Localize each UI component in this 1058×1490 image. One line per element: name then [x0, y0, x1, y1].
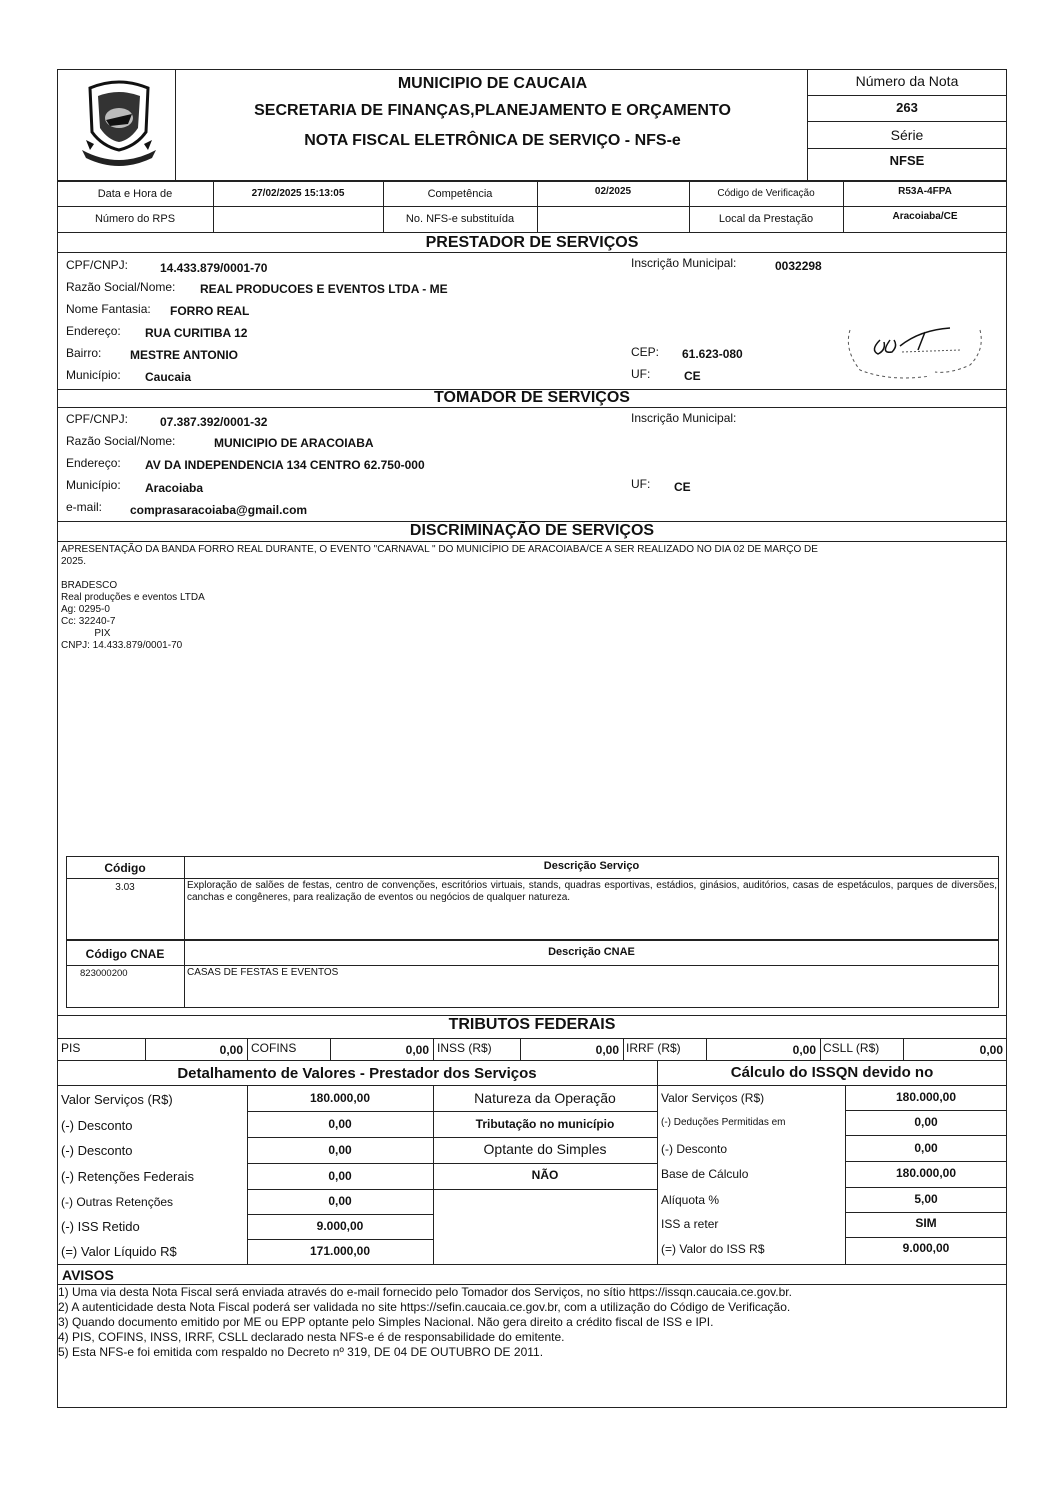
divider: [57, 1407, 1007, 1408]
divider: [57, 233, 58, 1408]
discriminacao-title: DISCRIMINAÇÃO DE SERVIÇOS: [409, 522, 655, 539]
det-label: (-) Outras Retenções: [61, 1195, 174, 1209]
cnae-descricao-label: Descrição CNAE: [548, 946, 635, 958]
serie-label: Série: [890, 127, 924, 143]
local-prestacao-value: Aracoiaba/CE: [892, 211, 958, 222]
cnae-codigo-label: Código CNAE: [85, 947, 165, 961]
divider: [247, 1038, 248, 1060]
det-value: 171.000,00: [309, 1244, 371, 1258]
divider: [247, 1137, 433, 1138]
divider: [66, 965, 999, 966]
divider: [433, 1111, 657, 1112]
divider: [903, 1038, 904, 1060]
rps-label: Número do RPS: [94, 213, 176, 225]
issqn-label: Alíquota %: [661, 1193, 720, 1207]
codigo-verificacao-value: R53A-4FPA: [898, 186, 952, 197]
handwritten-signature: [840, 310, 990, 385]
servico-descricao-value: Exploração de salões de festas, centro de convenções, escritórios virtuais, stands, quadras esportivas, estádios, ginásios, auditórios, casas de espetáculos, parques de diversões, canchas e congêneres, para realização de eventos ou negócios de qualquer natureza.: [187, 880, 997, 903]
servico-codigo-value: 3.03: [115, 882, 135, 893]
divider: [657, 1060, 658, 1264]
divider: [57, 1264, 1007, 1265]
divider: [433, 1038, 434, 1060]
natureza-label: Natureza da Operação: [474, 1090, 616, 1106]
tomador-cpf-label: CPF/CNPJ:: [66, 412, 129, 426]
divider: [57, 252, 1007, 253]
divider: [820, 1038, 821, 1060]
tomador-uf-label: UF:: [631, 477, 651, 491]
inss-label: INSS (R$): [437, 1041, 492, 1055]
issqn-label: (-) Desconto: [661, 1142, 728, 1156]
issqn-label: Valor Serviços (R$): [661, 1091, 765, 1105]
divider: [807, 148, 1007, 149]
det-value: 0,00: [328, 1143, 352, 1157]
servico-descricao-label: Descrição Serviço: [543, 860, 640, 872]
divider: [807, 95, 1007, 96]
local-prestacao-label: Local da Prestação: [718, 213, 814, 225]
issqn-label: (=) Valor do ISS R$: [661, 1242, 765, 1256]
prestador-bairro-label: Bairro:: [66, 346, 102, 360]
prestador-cep-value: 61.623-080: [682, 347, 743, 361]
divider: [247, 1239, 433, 1240]
issqn-value: 9.000,00: [902, 1241, 950, 1255]
tomador-title: TOMADOR DE SERVIÇOS: [434, 389, 630, 406]
divider: [57, 407, 1007, 408]
detalhamento-title: Detalhamento de Valores - Prestador dos Serviços: [177, 1065, 537, 1082]
tomador-endereco-label: Endereço:: [66, 456, 121, 470]
prestador-im-label: Inscrição Municipal:: [631, 256, 737, 270]
prestador-im-value: 0032298: [775, 259, 822, 273]
divider: [145, 1038, 146, 1060]
tomador-email-value: comprasaracoiaba@gmail.com: [130, 503, 308, 517]
issqn-value: SIM: [915, 1216, 937, 1230]
divider: [433, 1137, 657, 1138]
data-hora-label: Data e Hora de: [97, 188, 173, 200]
natureza-value: Tributação no município: [475, 1117, 615, 1131]
divider: [247, 1111, 433, 1112]
divider: [175, 69, 176, 181]
divider: [845, 1110, 1007, 1111]
aviso-item: 4) PIS, COFINS, INSS, IRRF, CSLL declarado nesta NFS-e é de responsabilidade do emitente.: [58, 1330, 565, 1344]
tomador-uf-value: CE: [674, 480, 691, 494]
codigo-verificacao-label: Código de Verificação: [717, 188, 815, 199]
simples-value: NÃO: [531, 1168, 559, 1182]
issqn-label: ISS a reter: [661, 1217, 719, 1231]
tomador-municipio-label: Município:: [66, 478, 121, 492]
prestador-endereco-value: RUA CURITIBA 12: [145, 326, 248, 340]
divider: [247, 1214, 433, 1215]
divider: [845, 1135, 1007, 1136]
cnae-codigo-value: 823000200: [80, 968, 128, 979]
tributos-title: TRIBUTOS FEDERAIS: [448, 1016, 616, 1033]
data-hora-value: 27/02/2025 15:13:05: [251, 188, 345, 199]
prestador-bairro-value: MESTRE ANTONIO: [130, 348, 239, 362]
tomador-razao-label: Razão Social/Nome:: [66, 434, 176, 448]
divider: [57, 206, 1007, 207]
prestador-razao-value: REAL PRODUCOES E EVENTOS LTDA - ME: [200, 282, 448, 296]
pis-value: 0,00: [219, 1043, 243, 1057]
irrf-value: 0,00: [792, 1043, 816, 1057]
divider: [807, 121, 1007, 122]
tomador-municipio-value: Aracoiaba: [145, 481, 204, 495]
det-label: (-) Retenções Federais: [61, 1169, 194, 1184]
det-label: (-) Desconto: [61, 1118, 133, 1133]
prestador-uf-value: CE: [684, 369, 701, 383]
prestador-uf-label: UF:: [631, 367, 651, 381]
prestador-fantasia-label: Nome Fantasia:: [66, 302, 151, 316]
issqn-value: 180.000,00: [895, 1166, 957, 1180]
csll-label: CSLL (R$): [823, 1041, 880, 1055]
det-value: 0,00: [328, 1169, 352, 1183]
divider: [330, 1038, 331, 1060]
divider: [57, 1085, 1007, 1086]
divider: [845, 1237, 1007, 1238]
irrf-label: IRRF (R$): [626, 1041, 681, 1055]
tomador-email-label: e-mail:: [66, 500, 103, 514]
prestador-razao-label: Razão Social/Nome:: [66, 280, 176, 294]
prestador-fantasia-value: FORRO REAL: [170, 304, 250, 318]
tomador-razao-value: MUNICIPIO DE ARACOIABA: [214, 436, 374, 450]
divider: [845, 1161, 1007, 1162]
servico-codigo-label: Código: [104, 861, 146, 875]
numero-nota-value: 263: [896, 100, 918, 115]
simples-label: Optante do Simples: [483, 1141, 607, 1157]
prestador-cpf-value: 14.433.879/0001-70: [160, 261, 268, 275]
divider: [57, 1060, 1007, 1061]
divider: [845, 1212, 1007, 1213]
det-value: 180.000,00: [309, 1091, 371, 1105]
competencia-label: Competência: [427, 188, 493, 200]
avisos-title: AVISOS: [62, 1267, 114, 1283]
divider: [66, 878, 999, 879]
substituida-label: No. NFS-e substituída: [405, 213, 515, 225]
header-municipio: MUNICIPIO DE CAUCAIA: [397, 75, 588, 92]
det-label: (=) Valor Líquido R$: [61, 1244, 177, 1259]
issqn-label: Base de Cálculo: [661, 1167, 749, 1181]
serie-value: NFSE: [889, 153, 925, 168]
divider: [520, 1038, 521, 1060]
det-value: 0,00: [328, 1194, 352, 1208]
prestador-municipio-value: Caucaia: [145, 370, 192, 384]
numero-nota-label: Número da Nota: [855, 73, 959, 89]
divider: [845, 1187, 1007, 1188]
divider: [57, 541, 1007, 542]
prestador-cpf-label: CPF/CNPJ:: [66, 258, 129, 272]
inss-value: 0,00: [595, 1043, 619, 1057]
tomador-cpf-value: 07.387.392/0001-32: [160, 415, 268, 429]
det-value: 9.000,00: [316, 1219, 364, 1233]
csll-value: 0,00: [979, 1043, 1003, 1057]
divider: [247, 1163, 433, 1164]
cofins-label: COFINS: [251, 1041, 297, 1055]
aviso-item: 2) A autenticidade desta Nota Fiscal poderá ser validada no site https://sefin.caucaia.ce.gov.br, com a utilização do Código de Verificação.: [58, 1300, 791, 1314]
tomador-endereco-value: AV DA INDEPENDENCIA 134 CENTRO 62.750-000: [145, 458, 425, 472]
coat-of-arms-logo: [76, 80, 162, 166]
issqn-value: 5,00: [914, 1192, 938, 1206]
cofins-value: 0,00: [405, 1043, 429, 1057]
aviso-item: 3) Quando documento emitido por ME ou EPP optante pelo Simples Nacional. Não gera direito a crédito fiscal de ISS e IPI.: [58, 1315, 714, 1329]
discriminacao-text: APRESENTAÇÃO DA BANDA FORRO REAL DURANTE, O EVENTO "CARNAVAL " DO MUNICÍPIO DE ARACOIABA/CE A SER REALIZADO NO DIA 02 DE MARÇO DE 2025. BRADESCO Real produções e eventos LTDA Ag: 0295-0 Cc: 32240-7 PIX CNPJ: 14.433.879/0001-70: [61, 544, 818, 651]
divider: [247, 1189, 433, 1190]
aviso-item: 5) Esta NFS-e foi emitida com respaldo no Decreto nº 319, DE 04 DE OUTUBRO DE 2011.: [58, 1345, 544, 1359]
issqn-value: 0,00: [914, 1115, 938, 1129]
competencia-value: 02/2025: [594, 186, 632, 197]
det-label: (-) ISS Retido: [61, 1219, 140, 1234]
prestador-municipio-label: Município:: [66, 368, 121, 382]
prestador-endereco-label: Endereço:: [66, 324, 121, 338]
issqn-title: Cálculo do ISSQN devido no: [730, 1064, 934, 1081]
header-nfse-title: NOTA FISCAL ELETRÔNICA DE SERVIÇO - NFS-e: [304, 132, 681, 149]
header-secretaria: SECRETARIA DE FINANÇAS,PLANEJAMENTO E ORÇAMENTO: [254, 102, 731, 119]
divider: [57, 1038, 1007, 1039]
divider: [1006, 233, 1007, 1408]
prestador-title: PRESTADOR DE SERVIÇOS: [425, 234, 639, 251]
aviso-item: 1) Uma via desta Nota Fiscal será enviada através do e-mail fornecido pelo Tomador dos Serviços, no sítio https://issqn.caucaia.ce.gov.br.: [58, 1285, 792, 1299]
det-label: (-) Desconto: [61, 1143, 133, 1158]
divider: [433, 1163, 657, 1164]
det-label: Valor Serviços (R$): [61, 1092, 173, 1107]
issqn-value: 180.000,00: [895, 1090, 957, 1104]
prestador-cep-label: CEP:: [631, 345, 660, 359]
det-value: 0,00: [328, 1117, 352, 1131]
issqn-label: (-) Deduções Permitidas em: [661, 1117, 786, 1128]
divider: [706, 1038, 707, 1060]
divider: [433, 1189, 657, 1190]
tomador-im-label: Inscrição Municipal:: [631, 411, 737, 425]
issqn-value: 0,00: [914, 1141, 938, 1155]
pis-label: PIS: [61, 1041, 81, 1055]
divider: [623, 1038, 624, 1060]
cnae-descricao-value: CASAS DE FESTAS E EVENTOS: [187, 967, 339, 978]
